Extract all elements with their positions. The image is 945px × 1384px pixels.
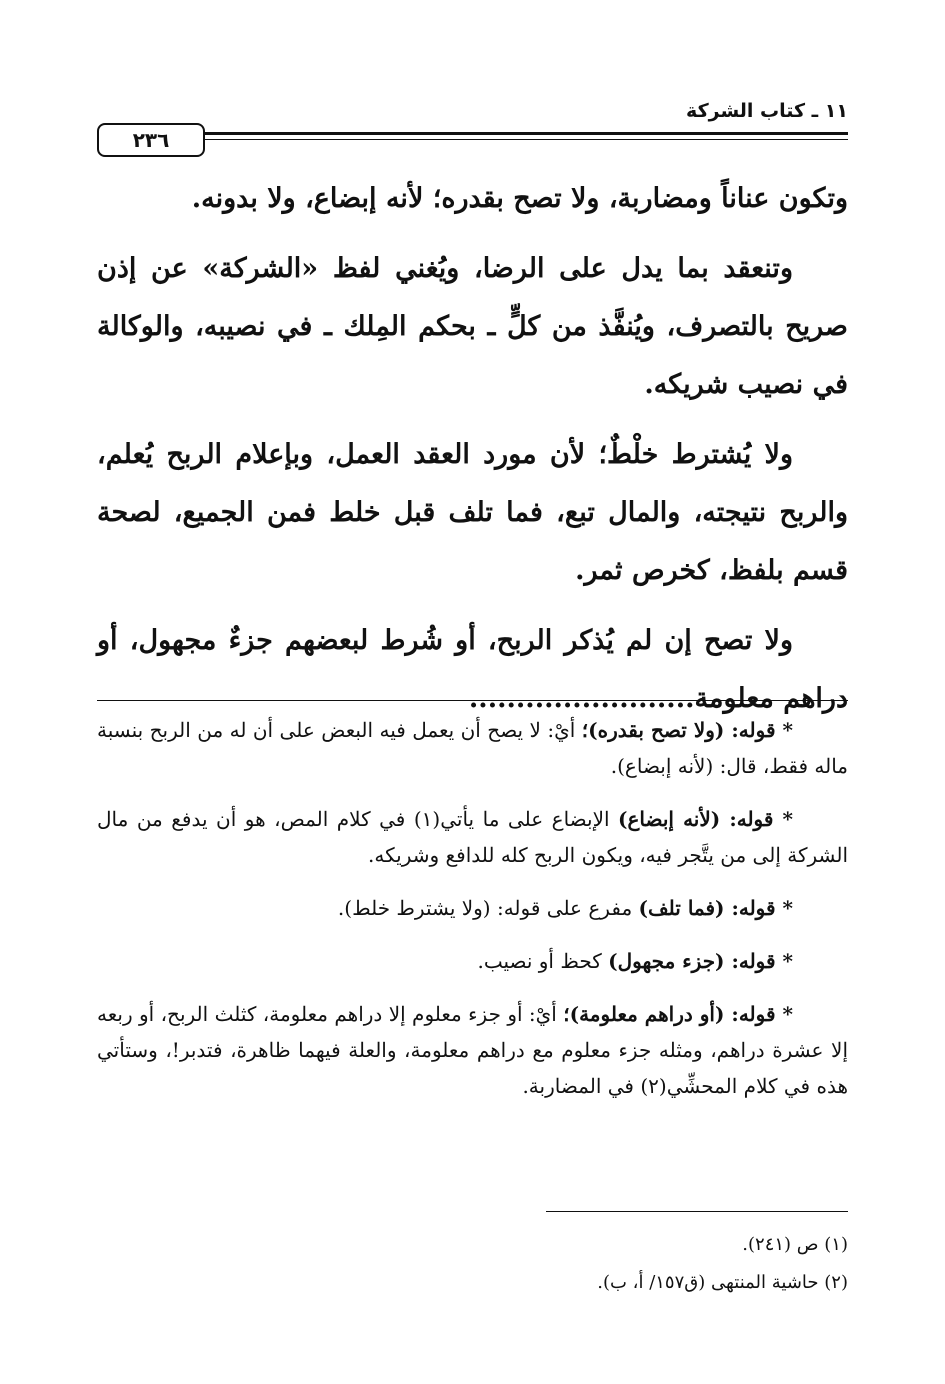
- main-paragraph-4-text: ولا تصح إن لم يُذكر الربح، أو شُرط لبعضهم جزءٌ مجهول، أو دراهم معلومة: [97, 625, 848, 714]
- footnote-2: (٢) حاشية المنتهى (ق١٥٧/ أ، ب).: [597, 1272, 848, 1293]
- note-lead: * قوله: (جزء مجهول): [608, 949, 793, 973]
- main-paragraph-2: وتنعقد بما يدل على الرضا، ويُغني لفظ «الشركة» عن إذن صريح بالتصرف، ويُنفَّذ من كلٍّ ـ بحكم المِلك ـ في نصيبه، والوكالة في نصيب شريكه.: [97, 253, 848, 400]
- ellipsis-dots: ........................: [468, 683, 695, 714]
- footnotes: [97, 1226, 848, 1302]
- main-text: [97, 170, 848, 740]
- note-lead: * قوله: (ولا تصح بقدره)؛: [581, 718, 794, 742]
- commentary-note-4: [97, 943, 848, 979]
- footnote-1: (١) ص (٢٤١).: [742, 1234, 848, 1255]
- commentary-note-2: [97, 801, 848, 873]
- header-rule-thin: [203, 139, 848, 140]
- main-paragraph-3: ولا يُشترط خلْطٌ؛ لأن مورد العقد العمل، وبإعلام الربح يُعلم، والربح نتيجته، والمال تبع، فما تلف قبل خلط فمن الجميع، لصحة قسم بلفظ، كخرص ثمر.: [97, 439, 848, 586]
- note-text: أيْ: أو جزء معلوم إلا دراهم معلومة، كثلث الربح، أو ربعه إلا عشرة دراهم، ومثله جزء معلوم مع دراهم معلومة، والعلة فيهما ظاهرة، فتدبر!، وستأتي هذه في كلام المحشِّي(٢) في المضاربة.: [97, 1002, 848, 1098]
- header-rule-thick: [203, 132, 848, 135]
- note-text: الإبضاع على ما يأتي(١) في كلام المص، هو أن يدفع من مال الشركة إلى من يتَّجر فيه، ويكون الربح كله للدافع وشريكه.: [97, 807, 848, 867]
- main-paragraph-4: [97, 612, 848, 728]
- commentary-note-1: [97, 712, 848, 784]
- commentary: [97, 712, 848, 1121]
- note-lead: * قوله: (لأنه إبضاع): [618, 807, 793, 831]
- running-title: ١١ ـ كتاب الشركة: [686, 100, 848, 122]
- note-lead: * قوله: (فما تلف): [638, 896, 793, 920]
- main-paragraph-1: وتكون عناناً ومضاربة، ولا تصح بقدره؛ لأنه إبضاع، ولا بدونه.: [191, 183, 848, 214]
- commentary-separator: [97, 700, 848, 701]
- page-number: ٢٣٦: [97, 123, 205, 157]
- footnote-rule: [546, 1211, 848, 1212]
- commentary-note-3: [97, 890, 848, 926]
- note-text: كحظ أو نصيب.: [477, 949, 609, 973]
- note-lead: * قوله: (أو دراهم معلومة)؛: [563, 1002, 793, 1026]
- note-text: أيْ: لا يصح أن يعمل فيه البعض على أن له من الربح بنسبة ماله فقط، قال: (لأنه إبضاع).: [97, 718, 848, 778]
- commentary-note-5: [97, 996, 848, 1104]
- note-text: مفرع على قوله: (ولا يشترط خلط).: [337, 896, 639, 920]
